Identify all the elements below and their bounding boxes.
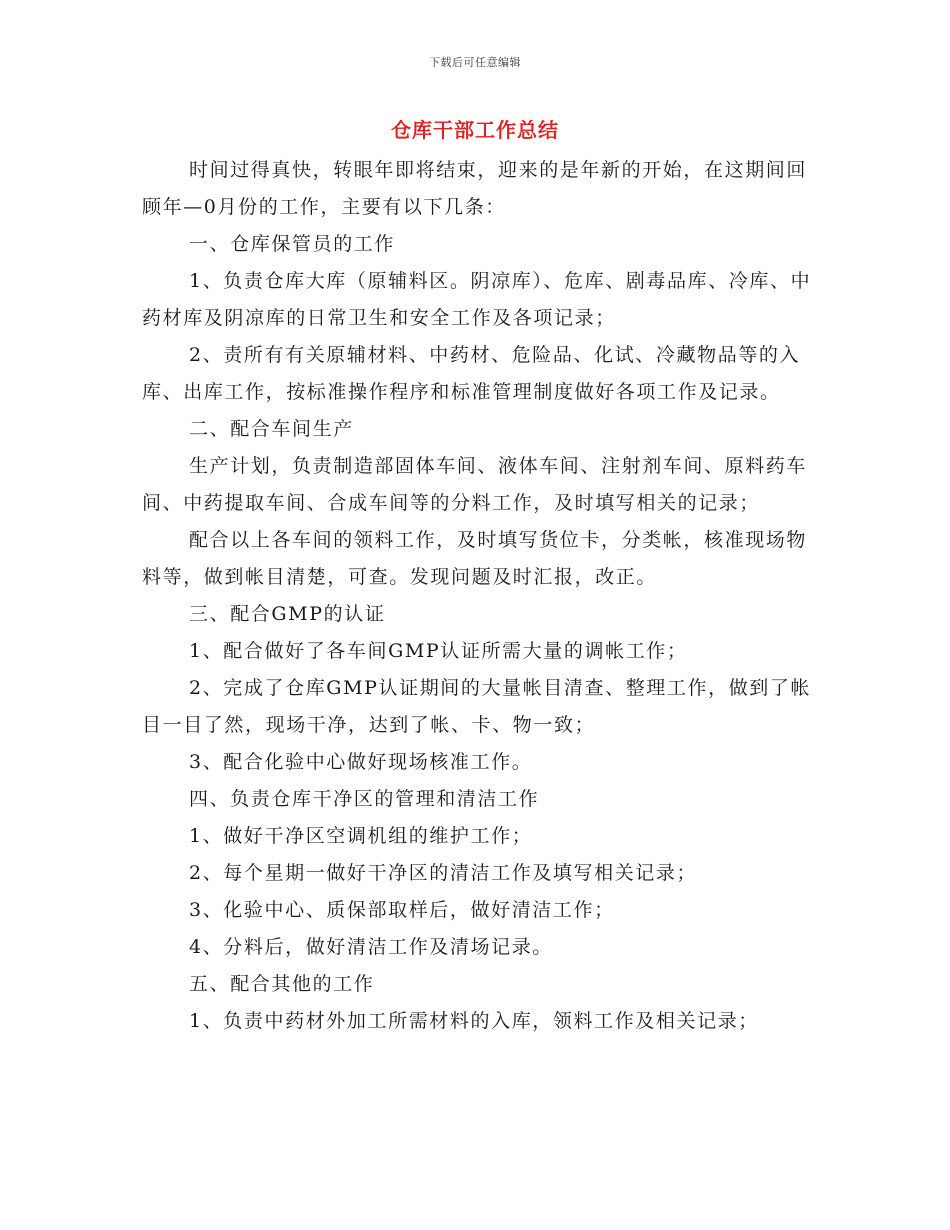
paragraph: 2、完成了仓库GMP认证期间的大量帐目清查、整理工作，做到了帐目一目了然，现场干净，达到了帐、卡、物一致；: [142, 677, 812, 736]
document-body: [142, 152, 814, 1040]
paragraph: 2、每个星期一做好干净区的清洁工作及填写相关记录；: [189, 862, 698, 884]
paragraph: 1、配合做好了各车间GMP认证所需大量的调帐工作；: [189, 640, 688, 662]
paragraph: 2、责所有有关原辅材料、中药材、危险品、化试、冷藏物品等的入库、出库工作，按标准操作程序和标准管理制度做好各项工作及记录。: [142, 344, 801, 403]
paragraph: 1、负责中药材外加工所需材料的入库，领料工作及相关记录；: [189, 1010, 759, 1032]
paragraph: 配合以上各车间的领料工作，及时填写货位卡，分类帐，核准现场物料等，做到帐目清楚，可查。发现问题及时汇报，改正。: [142, 529, 808, 588]
section-heading: 四、负责仓库干净区的管理和清洁工作: [189, 788, 540, 810]
section-heading: 五、配合其他的工作: [189, 973, 375, 995]
paragraph: 3、化验中心、质保部取样后，做好清洁工作；: [189, 899, 615, 921]
paragraph: 生产计划，负责制造部固体车间、液体车间、注射剂车间、原料药车间、中药提取车间、合成车间等的分料工作，及时填写相关的记录；: [142, 455, 808, 514]
paragraph: 1、做好干净区空调机组的维护工作；: [189, 825, 533, 847]
paragraph: 时间过得真快，转眼年即将结束，迎来的是年新的开始，在这期间回顾年—0月份的工作，主要有以下几条：: [142, 159, 808, 218]
section-heading: 一、仓库保管员的工作: [189, 233, 396, 255]
section-heading: 二、配合车间生产: [189, 418, 354, 440]
paragraph: 1、负责仓库大库（原辅料区。阴凉库）、危库、剧毒品库、冷库、中药材库及阴凉库的日常卫生和安全工作及各项记录；: [142, 270, 812, 329]
paragraph: 4、分料后，做好清洁工作及清场记录。: [189, 936, 553, 958]
paragraph: 3、配合化验中心做好现场核准工作。: [189, 751, 533, 773]
document-title: 仓库干部工作总结: [391, 118, 559, 142]
section-heading: 三、配合GMP的认证: [189, 603, 386, 625]
header-note: 下载后可任意编辑: [429, 56, 521, 69]
